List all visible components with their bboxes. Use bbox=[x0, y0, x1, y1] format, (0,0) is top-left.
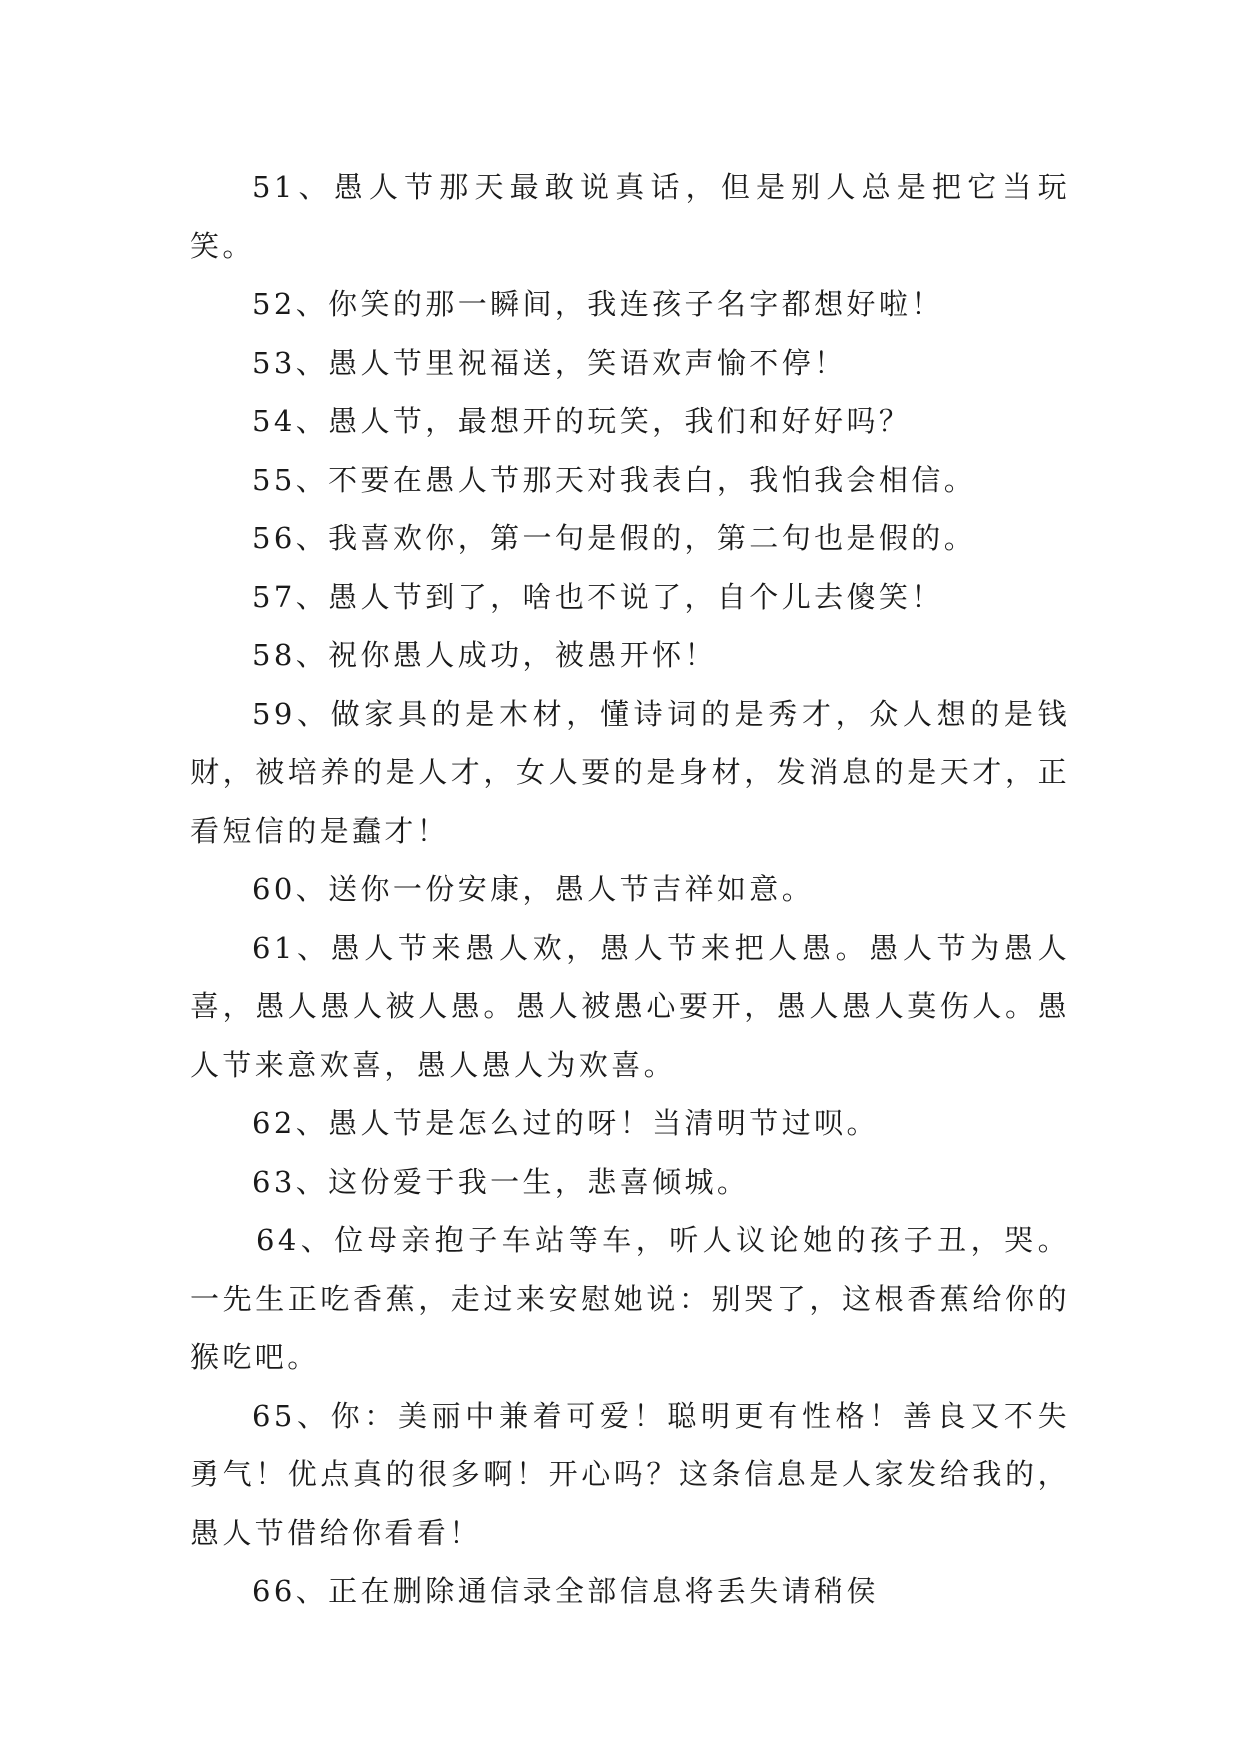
paragraph-53: 53、愚人节里祝福送，笑语欢声愉不停！ bbox=[252, 345, 847, 380]
paragraph-51: 51、愚人节那天最敢说真话，但是别人总是把它当玩笑。 bbox=[190, 170, 1070, 263]
paragraph-66: 66、正在删除通信录全部信息将丢失请稍侯 bbox=[252, 1574, 879, 1608]
paragraph-61: 61、愚人节来愚人欢，愚人节来把人愚。愚人节为愚人喜，愚人愚人被人愚。愚人被愚心要开，愚人愚人莫伤人。愚人节来意欢喜，愚人愚人为欢喜。 bbox=[190, 930, 1070, 1082]
paragraph-55: 55、不要在愚人节那天对我表白，我怕我会相信。 bbox=[252, 462, 977, 497]
paragraph-59: 59、做家具的是木材，懂诗词的是秀才，众人想的是钱财，被培养的是人才，女人要的是身材，发消息的是天才，正看短信的是蠢才！ bbox=[190, 696, 1070, 848]
document-body bbox=[190, 158, 1070, 1621]
paragraph-65: 65、你：美丽中兼着可爱！聪明更有性格！善良又不失勇气！优点真的很多啊！开心吗？这条信息是人家发给我的，愚人节借给你看看！ bbox=[190, 1398, 1070, 1550]
paragraph-54: 54、愚人节，最想开的玩笑，我们和好好吗？ bbox=[252, 404, 912, 438]
paragraph-52: 52、你笑的那一瞬间，我连孩子名字都想好啦！ bbox=[252, 287, 944, 321]
paragraph-56: 56、我喜欢你，第一句是假的，第二句也是假的。 bbox=[252, 521, 977, 555]
paragraph-62: 62、愚人节是怎么过的呀！当清明节过呗。 bbox=[252, 1106, 879, 1140]
paragraph-60: 60、送你一份安康，愚人节吉祥如意。 bbox=[252, 872, 815, 906]
paragraph-63: 63、这份爱于我一生，悲喜倾城。 bbox=[252, 1164, 750, 1199]
paragraph-64: 64、位母亲抱子车站等车，听人议论她的孩子丑，哭。一先生正吃香蕉，走过来安慰她说：别哭了，这根香蕉给你的猴吃吧。 bbox=[190, 1223, 1070, 1374]
paragraph-57: 57、愚人节到了，啥也不说了，自个儿去傻笑！ bbox=[252, 579, 944, 614]
paragraph-58: 58、祝你愚人成功，被愚开怀！ bbox=[252, 638, 717, 672]
